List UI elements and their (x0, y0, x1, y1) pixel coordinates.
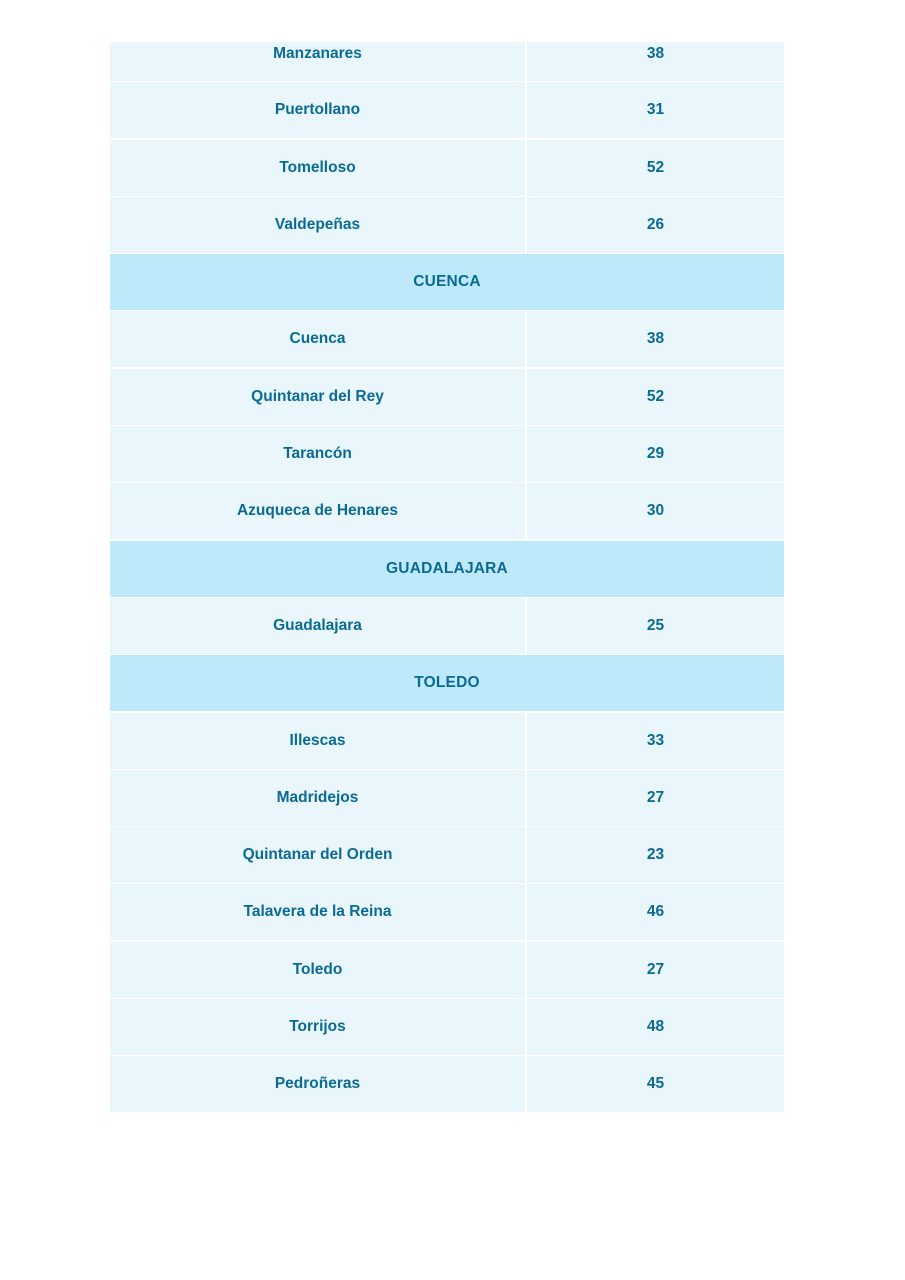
city-name: Illescas (110, 713, 525, 769)
city-value: 52 (527, 369, 784, 425)
city-value: 33 (527, 713, 784, 769)
table-row (110, 827, 784, 883)
city-name: Quintanar del Orden (110, 827, 525, 883)
table-row (110, 42, 784, 81)
city-name: Tomelloso (110, 140, 525, 196)
section-header-row (110, 655, 784, 711)
city-value: 48 (527, 999, 784, 1055)
city-value: 38 (527, 42, 784, 81)
section-label: CUENCA (413, 273, 481, 291)
table-row (110, 942, 784, 998)
city-name: Quintanar del Rey (110, 369, 525, 425)
city-value: 38 (527, 311, 784, 367)
table-row (110, 140, 784, 196)
table-row (110, 426, 784, 482)
city-value: 52 (527, 140, 784, 196)
table-row (110, 884, 784, 940)
table-row (110, 999, 784, 1055)
section-label: TOLEDO (414, 674, 480, 692)
city-value: 29 (527, 426, 784, 482)
table-row (110, 598, 784, 654)
table-row (110, 369, 784, 425)
city-value: 27 (527, 942, 784, 998)
city-value: 30 (527, 483, 784, 539)
table-row (110, 713, 784, 769)
table-row (110, 82, 784, 138)
city-name: Guadalajara (110, 598, 525, 654)
city-name: Puertollano (110, 82, 525, 138)
section-header-row (110, 254, 784, 310)
city-name: Cuenca (110, 311, 525, 367)
city-name: Tarancón (110, 426, 525, 482)
city-name: Pedroñeras (110, 1056, 525, 1112)
table-row (110, 1056, 784, 1112)
city-value: 45 (527, 1056, 784, 1112)
city-name: Talavera de la Reina (110, 884, 525, 940)
city-value: 23 (527, 827, 784, 883)
data-table (110, 42, 784, 1114)
city-value: 31 (527, 82, 784, 138)
table-row (110, 311, 784, 367)
table-row (110, 483, 784, 539)
city-value: 26 (527, 197, 784, 253)
city-value: 46 (527, 884, 784, 940)
table-row (110, 197, 784, 253)
table-row (110, 770, 784, 826)
city-name: Manzanares (110, 42, 525, 81)
city-name: Azuqueca de Henares (110, 483, 525, 539)
city-value: 27 (527, 770, 784, 826)
section-label: GUADALAJARA (386, 559, 508, 577)
city-value: 25 (527, 598, 784, 654)
city-name: Valdepeñas (110, 197, 525, 253)
section-header-row (110, 541, 784, 597)
city-name: Torrijos (110, 999, 525, 1055)
city-name: Toledo (110, 942, 525, 998)
city-name: Madridejos (110, 770, 525, 826)
